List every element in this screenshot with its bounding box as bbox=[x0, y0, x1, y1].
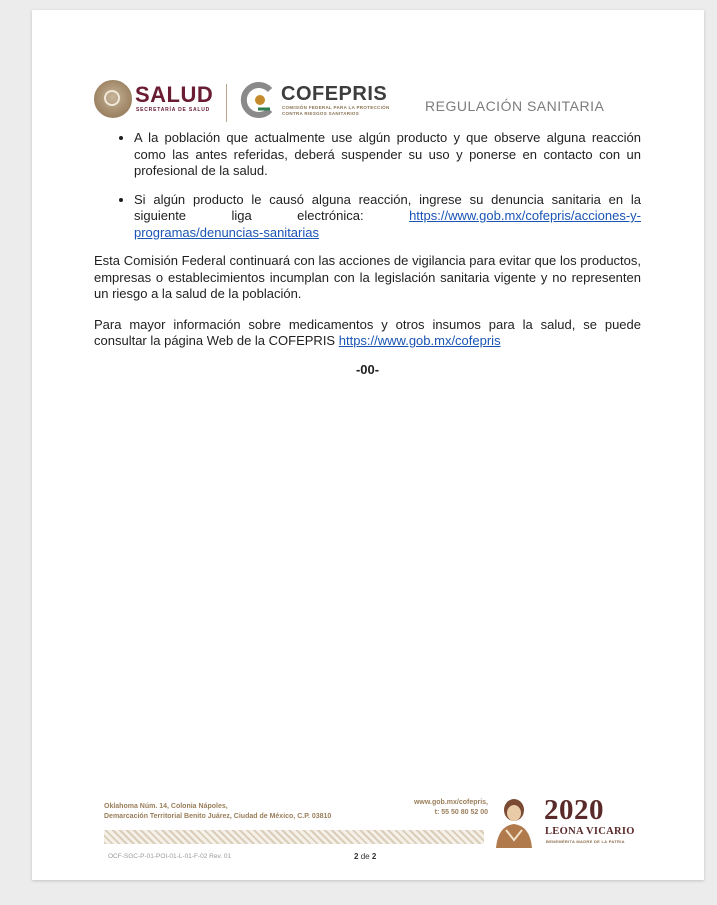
bullet-text: Si algún producto le causó alguna reacción, ingrese su denuncia sanitaria en la siguiente liga electrónica: bbox=[134, 191, 641, 223]
address-line: Demarcación Territorial Benito Juárez, Ciudad de México, C.P. 03810 bbox=[104, 813, 332, 820]
footer-web: www.gob.mx/cofepris, bbox=[413, 799, 488, 806]
mexico-seal-icon bbox=[94, 80, 132, 118]
leona-vicario-title: LEONA VICARIO bbox=[545, 826, 635, 837]
document-footer bbox=[92, 780, 652, 862]
vigilance-paragraph: Esta Comisión Federal continuará con las acciones de vigilancia para evitar que los productos, empresas o establecimientos incumplan con la legislación sanitaria vigente y no representen un riesgo a la salud de la población. bbox=[94, 253, 641, 301]
info-paragraph bbox=[94, 317, 641, 350]
page-current: 2 bbox=[354, 852, 359, 861]
document-body bbox=[94, 130, 641, 378]
document-page bbox=[32, 10, 704, 880]
footer-contact bbox=[392, 798, 488, 818]
page-of: de bbox=[360, 852, 370, 861]
bullet-item bbox=[134, 192, 641, 242]
salud-logo-subtitle: SECRETARÍA DE SALUD bbox=[136, 107, 211, 113]
cofepris-logo-title: COFEPRIS bbox=[281, 83, 388, 105]
footer-phone: t: 55 50 80 52 00 bbox=[434, 809, 488, 816]
year-2020: 2020 bbox=[544, 794, 604, 826]
info-paragraph-text: Para mayor información sobre medicamentos y otros insumos para la salud, se puede consultar la página Web de la COFEPRIS bbox=[94, 316, 641, 348]
bullet-list bbox=[94, 130, 641, 241]
salud-logo-title: SALUD bbox=[135, 82, 214, 107]
address-line: Oklahoma Núm. 14, Colonia Nápoles, bbox=[104, 803, 228, 810]
cofepris-logo-subtitle: COMISIÓN FEDERAL PARA LA PROTECCIÓN CONTRA RIESGOS SANITARIOS bbox=[282, 105, 390, 116]
footer-address bbox=[104, 802, 331, 822]
leona-vicario-subtitle: BENEMÉRITA MADRE DE LA PATRIA bbox=[546, 839, 625, 844]
cofepris-logo-icon bbox=[240, 82, 276, 118]
logo-divider bbox=[226, 84, 227, 122]
section-title: REGULACIÓN SANITARIA bbox=[425, 98, 605, 114]
end-mark: -00- bbox=[355, 361, 380, 377]
leona-vicario-portrait-icon bbox=[492, 796, 536, 848]
bullet-text: A la población que actualmente use algún producto y que observe alguna reacción como las antes referidas, deberá suspender su uso y ponerse en contacto con un profesional de la salud. bbox=[134, 130, 641, 178]
page-total: 2 bbox=[371, 852, 377, 861]
document-header bbox=[92, 72, 652, 130]
denuncias-link[interactable]: https://www.gob.mx/cofepris/acciones-y-programas/denuncias-sanitarias bbox=[134, 208, 641, 240]
bullet-item bbox=[134, 130, 641, 180]
page-number bbox=[354, 852, 376, 861]
document-code: OCF-SGC-P-01-POI-01-L-01-F-02 Rev. 01 bbox=[108, 853, 232, 860]
footer-decorative-band bbox=[104, 830, 484, 844]
cofepris-link[interactable]: https://www.gob.mx/cofepris bbox=[338, 333, 501, 348]
